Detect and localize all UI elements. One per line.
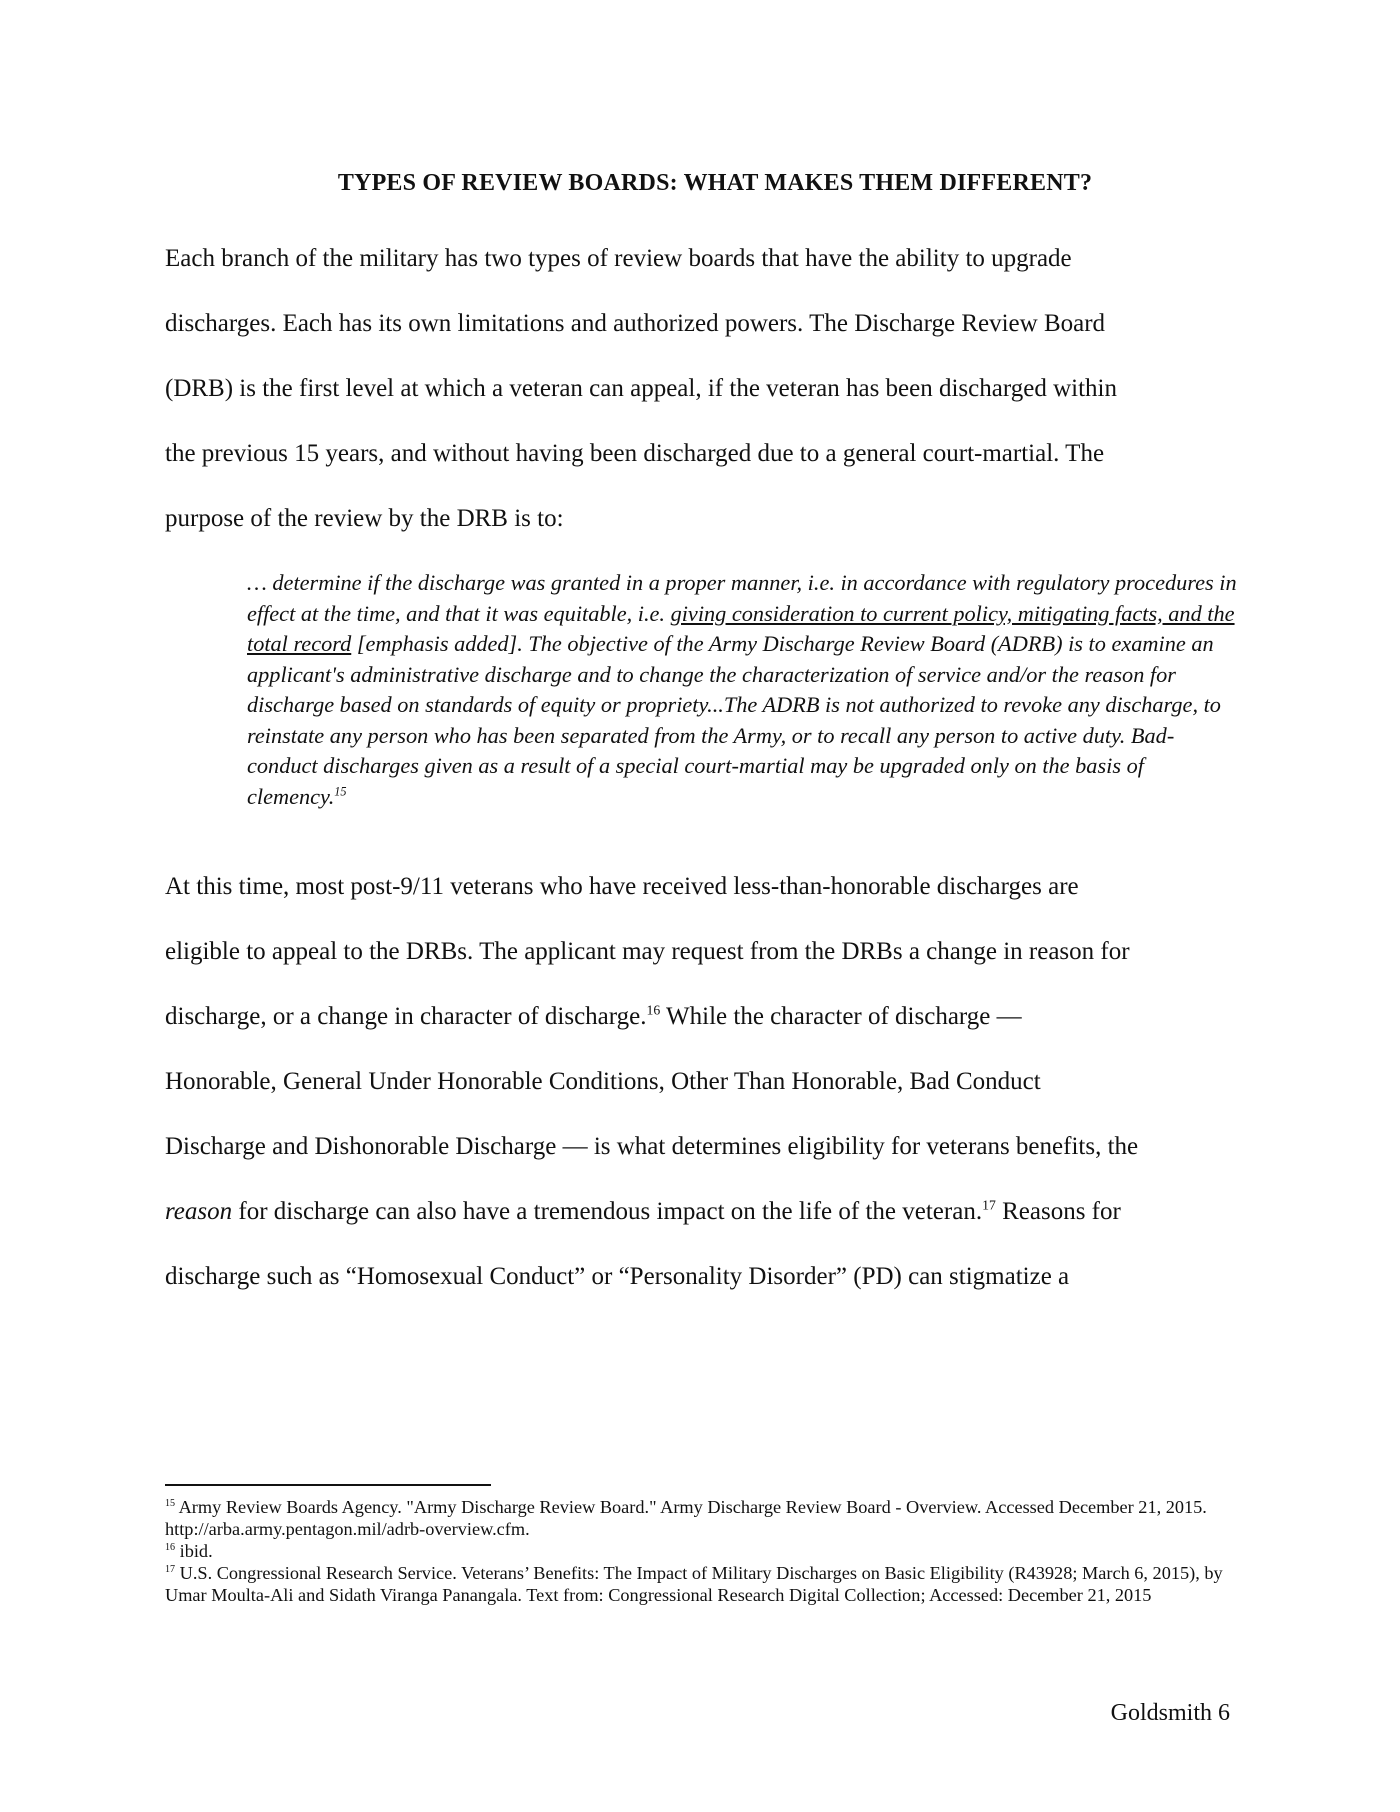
footnote-num: 17 (165, 1563, 176, 1575)
body-line-3 (165, 1003, 1022, 1031)
intro-line-5: purpose of the review by the DRB is to: (165, 505, 564, 532)
intro-line-2: discharges. Each has its own limitations and authorized powers. The Discharge Review Board (165, 310, 1106, 337)
body-line-3-b: While the character of discharge — (660, 1003, 1022, 1030)
reason-italic: reason (165, 1198, 233, 1225)
footnote-16 (165, 1540, 1245, 1562)
page-heading: TYPES OF REVIEW BOARDS: WHAT MAKES THEM DIFFERENT? (337, 170, 1093, 196)
footnote-text: U.S. Congressional Research Service. Veterans’ Benefits: The Impact of Military Discharges on Basic Eligibility (R43928; March 6, 2015), by Umar Moulta-Ali and Sidath Viranga Panangala. Text from: Congressional Research Digital Collection; Accessed: December 21, 2015 (165, 1563, 1223, 1605)
block-quote (247, 568, 1237, 812)
footnote-num: 16 (165, 1541, 176, 1553)
intro-line-1: Each branch of the military has two types of review boards that have the ability to upgrade (165, 245, 1072, 272)
footnote-num: 15 (165, 1497, 176, 1509)
footnote-text: Army Review Boards Agency. "Army Discharge Review Board." Army Discharge Review Board - Overview. Accessed December 21, 2015. http://arba.army.pentagon.mil/adrb-overview.cfm. (165, 1497, 1207, 1539)
quote-emphasis: giving consideration to current policy, mitigating facts, and the total record (247, 600, 1235, 656)
footnote-ref-16: 16 (646, 1002, 661, 1018)
quote-text-post: [emphasis added]. The objective of the Army Discharge Review Board (ADRB) is to examine an applicant's administrative discharge and to change the characterization of service and/or the reason for discharge based on standards of equity or propriety...The ADRB is not authorized to revoke any discharge, to reinstate any person who has been separated from the Army, or to recall any person to active duty. Bad-conduct discharges given as a result of a special court-martial may be upgraded only on the basis of clemency. (247, 631, 1221, 809)
body-line-6-a: for discharge can also have a tremendous impact on the life of the veteran. (232, 1198, 983, 1225)
body-line-3-a: discharge, or a change in character of discharge. (165, 1003, 647, 1030)
page-number: Goldsmith 6 (1110, 1700, 1230, 1726)
body-line-2: eligible to appeal to the DRBs. The applicant may request from the DRBs a change in reason for (165, 938, 1130, 965)
footnote-ref-17: 17 (982, 1197, 996, 1213)
body-line-7: discharge such as “Homosexual Conduct” or “Personality Disorder” (PD) can stigmatize a (165, 1263, 1070, 1290)
footnote-text: ibid. (179, 1541, 213, 1561)
footnote-ref-15: 15 (334, 784, 347, 799)
body-line-4: Honorable, General Under Honorable Conditions, Other Than Honorable, Bad Conduct (165, 1068, 1041, 1095)
intro-line-4: the previous 15 years, and without having been discharged due to a general court-martial. The (165, 440, 1105, 467)
footnote-divider (165, 1484, 491, 1486)
footnote-15 (165, 1496, 1245, 1540)
body-line-1: At this time, most post-9/11 veterans who have received less-than-honorable discharges are (165, 873, 1079, 900)
body-line-6 (165, 1198, 1121, 1226)
body-line-6-b: Reasons for (995, 1198, 1121, 1225)
footnote-17 (165, 1562, 1245, 1606)
quote-text-pre: … determine if the discharge was granted in a proper manner, i.e. in accordance with regulatory procedures in effect at the time, and that it was equitable, i.e. (247, 570, 1237, 626)
intro-line-3: (DRB) is the first level at which a veteran can appeal, if the veteran has been discharged within (165, 375, 1117, 402)
body-line-5: Discharge and Dishonorable Discharge — is what determines eligibility for veterans benefits, the (165, 1133, 1139, 1160)
